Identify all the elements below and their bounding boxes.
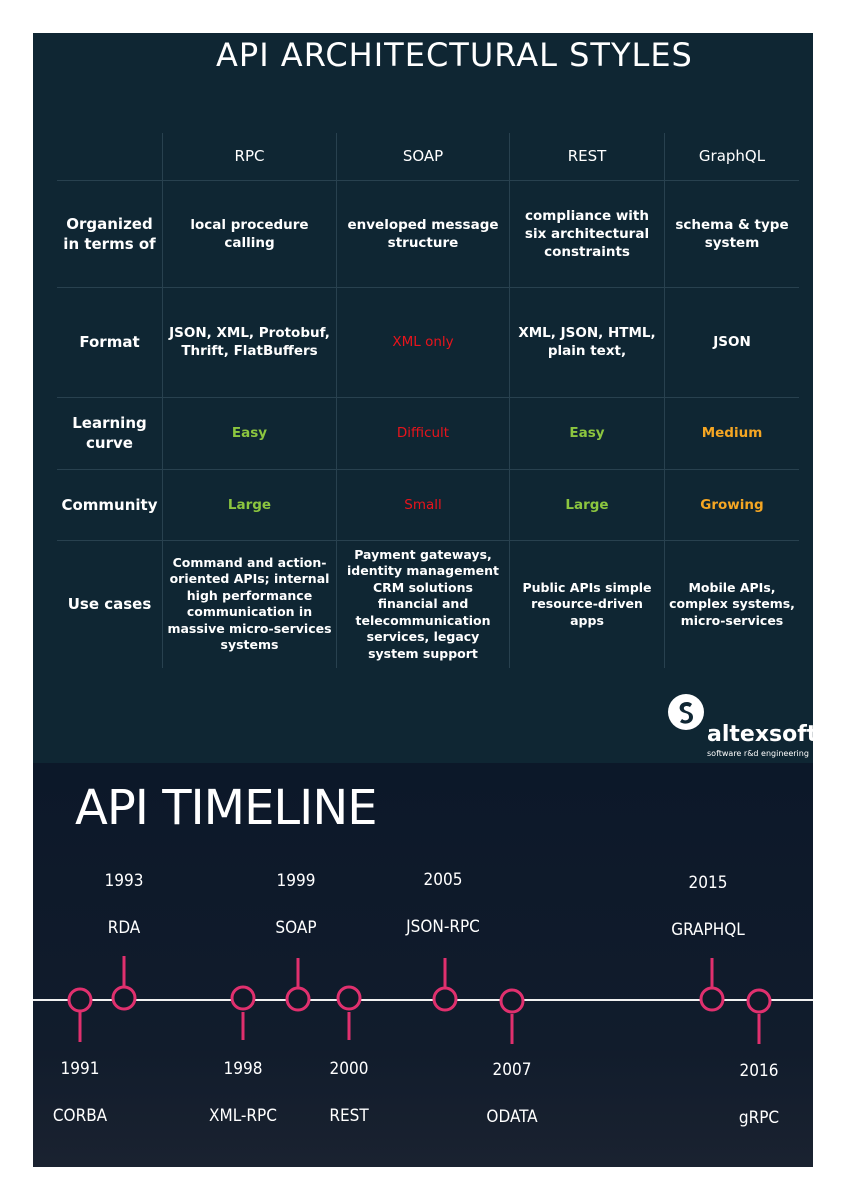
timeline-label: XML-RPC [209,1106,277,1126]
timeline-year: 2000 [329,1059,369,1079]
timeline-year: 2007 [492,1060,532,1080]
row-label: Format [57,287,163,397]
timeline-dot [338,987,360,1009]
table-cell: Difficult [337,397,510,469]
table-cell: Large [163,469,337,540]
timeline-dot [434,988,456,1010]
row-label: Organized in terms of [57,180,163,287]
timeline-title: API TIMELINE [75,780,377,836]
table-cell: enveloped message structure [337,180,510,287]
brand-name: altexsoft [707,722,818,747]
table-cell: schema & type system [665,180,800,287]
timeline-label: gRPC [738,1108,780,1128]
timeline-year: 1993 [104,871,144,891]
table-cell: XML, JSON, HTML, plain text, [510,287,665,397]
header-rpc: RPC [163,133,337,180]
timeline-year: 2005 [423,870,463,890]
timeline-label: JSON-RPC [406,917,480,937]
header-soap: SOAP [337,133,510,180]
timeline-year: 1998 [223,1059,263,1079]
table-cell: JSON [665,287,800,397]
timeline-label: SOAP [275,918,317,938]
row-label: Community [57,469,163,540]
timeline-dot [701,988,723,1010]
table-cell: Easy [163,397,337,469]
timeline-label: RDA [107,918,141,938]
row-label: Use cases [57,540,163,668]
timeline-dot [232,987,254,1009]
page-title: API ARCHITECTURAL STYLES [216,36,693,74]
brand-tagline: software r&d engineering [707,749,809,758]
timeline-year: 2016 [739,1061,779,1081]
timeline-dot [287,988,309,1010]
table-cell: JSON, XML, Protobuf, Thrift, FlatBuffers [163,287,337,397]
header-rest: REST [510,133,665,180]
table-cell: Small [337,469,510,540]
table-cell: local procedure calling [163,180,337,287]
table-cell: Payment gateways, identity management CRM solutions financial and telecommunication services, legacy system support [337,540,510,668]
table-cell: compliance with six architectural constraints [510,180,665,287]
timeline-year: 1991 [60,1059,100,1079]
table-cell: Command and action-oriented APIs; internal high performance communication in massive micro-services systems [163,540,337,668]
table-cell: XML only [337,287,510,397]
timeline-dot [69,989,91,1011]
table-cell: Medium [665,397,800,469]
timeline-label: GRAPHQL [671,920,745,940]
table-cell: Large [510,469,665,540]
timeline-dot [113,987,135,1009]
header-graphql: GraphQL [665,133,800,180]
timeline-dot [748,990,770,1012]
timeline-dot [501,990,523,1012]
timeline-label: ODATA [486,1107,538,1127]
table-cell: Growing [665,469,800,540]
table-cell: Public APIs simple resource-driven apps [510,540,665,668]
timeline-label: CORBA [52,1106,108,1126]
row-label: Learning curve [57,397,163,469]
timeline-year: 2015 [688,873,728,893]
timeline-label: REST [329,1106,369,1126]
timeline-year: 1999 [276,871,316,891]
table-cell: Mobile APIs, complex systems, micro-services [665,540,800,668]
table-cell: Easy [510,397,665,469]
